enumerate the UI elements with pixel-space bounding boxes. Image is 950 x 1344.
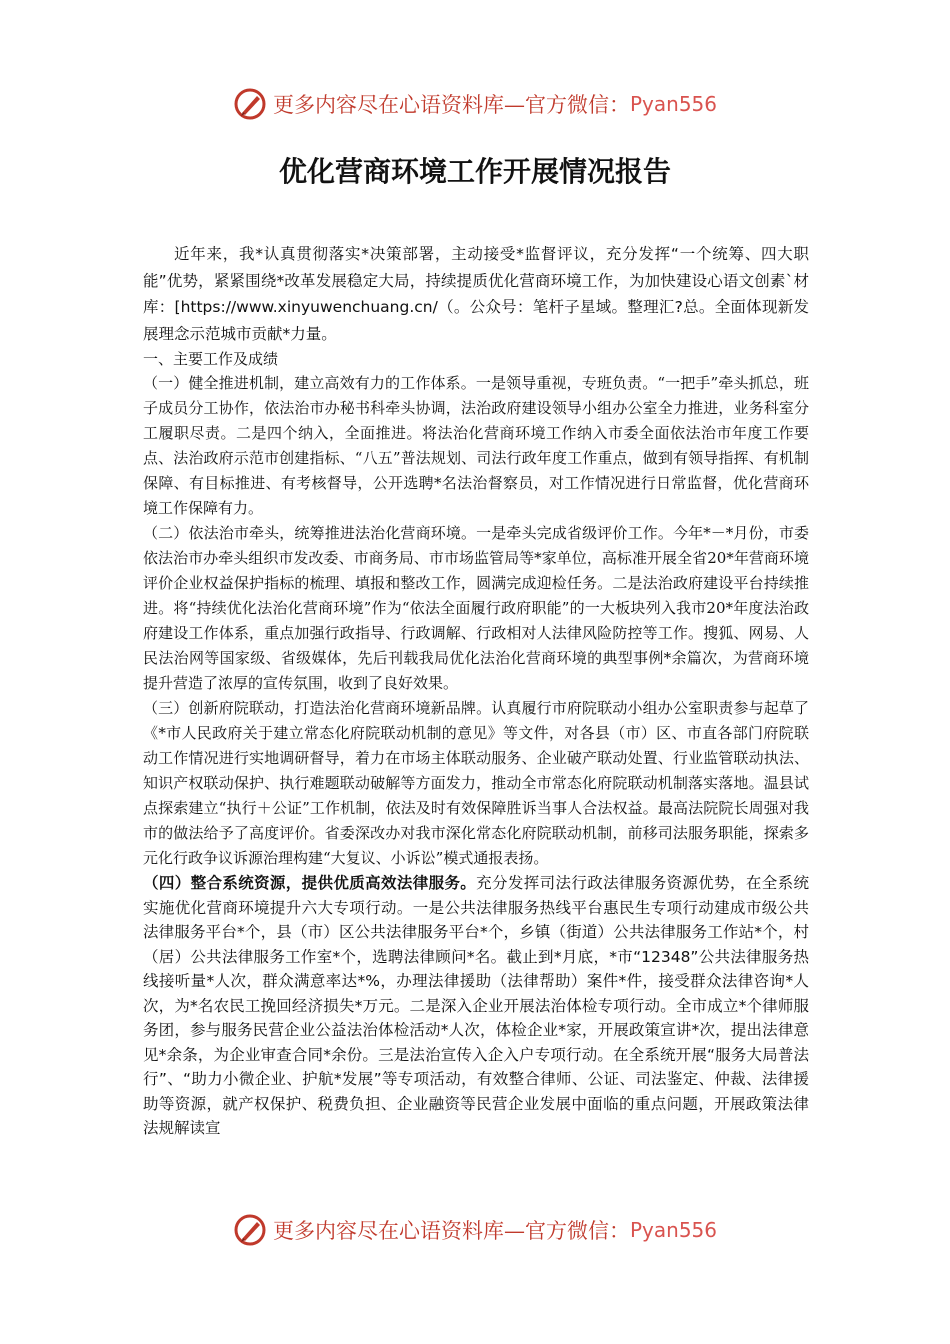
pen-logo-icon (233, 87, 267, 121)
paragraph-1: （一）健全推进机制，建立高效有力的工作体系。一是领导重视，专班负责。“一把手”牵头抓总，班子成员分工协作，依法治市办秘书科牵头协调，法治政府建设领导小组办公室全力推进，业务科室分工履职尽责。二是四个纳入，全面推进。将法治化营商环境工作纳入市委全面依法治市年度工作要点、法治政府示范市创建指标、“八五”普法规划、司法行政年度工作重点，做到有领导指挥、有机制保障、有目标推进、有考核督导，公开选聘*名法治督察员，对工作情况进行日常监督，优化营商环境工作保障有力。 (143, 374, 809, 517)
footer-banner (0, 1208, 950, 1252)
section-heading: 一、主要工作及成绩 (143, 350, 279, 368)
paragraph-3: （三）创新府院联动，打造法治化营商环境新品牌。认真履行市府院联动小组办公室职责参与起草了《*市人民政府关于建立常态化府院联动机制的意见》等文件，对各县（市）区、市直各部门府院联动工作情况进行实地调研督导，着力在市场主体联动服务、企业破产联动处置、行业监管联动执法、知识产权联动保护、执行难题联动破解等方面发力，推动全市常态化府院联动机制落实落地。温县试点探索建立“执行＋公证”工作机制，依法及时有效保障胜诉当事人合法权益。最高法院院长周强对我市的做法给予了高度评价。省委深改办对我市深化常态化府院联动机制，前移司法服务职能，探索多元化行政争议诉源治理构建“大复议、小诉讼”模式通报表扬。 (143, 699, 809, 867)
paragraph-4-lead: （四）整合系统资源，提供优质高效法律服务。 (143, 874, 477, 892)
header-banner (0, 82, 950, 126)
banner-text: 更多内容尽在心语资料库—官方微信： (272, 93, 630, 117)
pen-logo-icon (233, 1213, 267, 1247)
paragraph-4-body: 充分发挥司法行政法律服务资源优势，在全系统实施优化营商环境提升六大专项行动。一是公共法律服务热线平台惠民生专项行动建成市级公共法律服务平台*个，县（市）区公共法律服务平台*个，乡镇（街道）公共法律服务工作站*个，村（居）公共法律服务工作室*个，选聘法律顾问*名。截止到*月底，*市“12348”公共法律服务热线接听量*人次，群众满意率达*%，办理法律援助（法律帮助）案件*件，接受群众法律咨询*人次，为*名农民工挽回经济损失*万元。二是深入企业开展法治体检专项行动。全市成立*个律师服务团，参与服务民营企业公益法治体检活动*人次，体检企业*家，开展政策宣讲*次，提出法律意见*余条，为企业审查合同*余份。三是法治宣传入企入户专项行动。在全系统开展“服务大局普法行”、“助力小微企业、护航*发展”等专项活动，有效整合律师、公证、司法鉴定、仲裁、法律援助等资源，就产权保护、税费负担、企业融资等民营企业发展中面临的重点问题，开展政策法律法规解读宣 (143, 874, 809, 1137)
paragraph-4 (143, 871, 809, 1141)
banner-wechat-id: Pyan556 (629, 92, 717, 116)
paragraph-2: （二）依法治市牵头，统筹推进法治化营商环境。一是牵头完成省级评价工作。今年*－*月份，市委依法治市办牵头组织市发改委、市商务局、市市场监管局等*家单位，高标准开展全省20*年营商环境评价企业权益保护指标的梳理、填报和整改工作，圆满完成迎检任务。二是法治政府建设平台持续推进。将“持续优化法治化营商环境”作为“依法全面履行政府职能”的一大板块列入我市20*年度法治政府建设工作体系，重点加强行政指导、行政调解、行政相对人法律风险防控等工作。搜狐、网易、人民法治网等国家级、省级媒体，先后刊载我局优化法治化营商环境的典型事例*余篇次，为营商环境提升营造了浓厚的宣传氛围，收到了良好效果。 (143, 524, 809, 692)
document-body (143, 241, 809, 1141)
banner-wechat-id: Pyan556 (629, 1218, 717, 1242)
document-title: 优化营商环境工作开展情况报告 (278, 155, 671, 188)
banner-text: 更多内容尽在心语资料库—官方微信： (272, 1219, 630, 1243)
intro-paragraph: 近年来，我*认真贯彻落实*决策部署，主动接受*监督评议，充分发挥“一个统筹、四大职能”优势，紧紧围绕*改革发展稳定大局，持续提质优化营商环境工作，为加快建设心语文创素`材库：[https://www.xinyuwenchuang.cn/（。公众号：笔杆子星域。整理汇?总。全面体现新发展理念示范城市贡献*力量。 (143, 245, 809, 343)
